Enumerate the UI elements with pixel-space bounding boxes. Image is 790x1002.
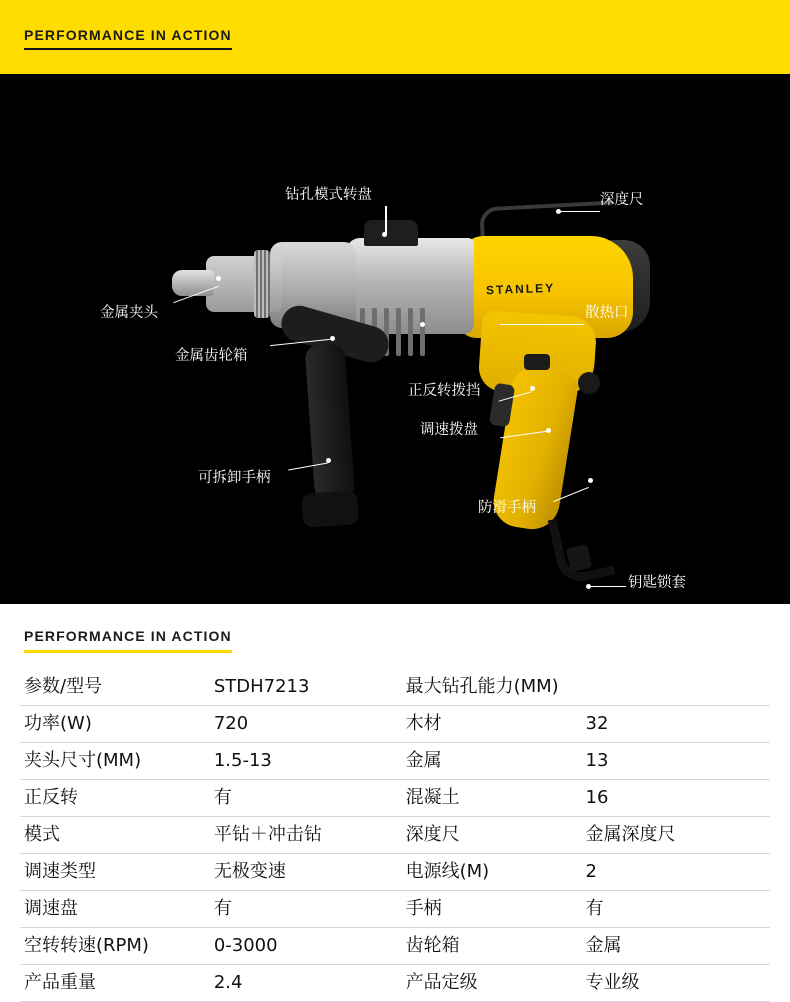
callout-label-mode-dial: 钻孔模式转盘 (285, 187, 372, 203)
chuck-nose-shape (172, 270, 214, 296)
forward-reverse-switch-shape (524, 354, 550, 370)
mode-selector-dial-shape (364, 220, 418, 246)
callout-label-speed-dial: 调速拨盘 (420, 422, 478, 438)
table-row (20, 780, 770, 817)
spec-key: 模式 (20, 817, 210, 854)
spec-value: 金属深度尺 (582, 817, 771, 854)
spec-value (582, 669, 771, 706)
callout-dot (586, 584, 591, 589)
callout-leader-line (560, 211, 600, 212)
vent-slot-icon (420, 308, 425, 356)
spec-key: 手柄 (402, 891, 582, 928)
brand-logo-on-tool: STANLEY (485, 280, 556, 298)
motor-housing-shape (346, 238, 474, 334)
callout-leader-line (385, 206, 387, 234)
callout-dot (546, 428, 551, 433)
callout-dot (330, 336, 335, 341)
spec-key: 最大钻孔能力(MM) (402, 669, 582, 706)
vent-slot-icon (396, 308, 401, 356)
callout-label-antislip-grip: 防滑手柄 (478, 500, 536, 516)
spec-value: 2.4 (210, 965, 402, 1002)
table-row (20, 891, 770, 928)
spec-value: 专业级 (582, 965, 771, 1002)
top-banner-title: PERFORMANCE IN ACTION (24, 24, 232, 50)
specification-section (0, 604, 790, 1002)
table-row (20, 743, 770, 780)
callout-label-metal-chuck: 金属夹头 (100, 305, 158, 321)
drill-illustration (150, 194, 620, 574)
top-banner (0, 0, 790, 74)
spec-value: 720 (210, 706, 402, 743)
spec-key: 混凝土 (402, 780, 582, 817)
spec-value: STDH7213 (210, 669, 402, 706)
callout-label-removable-handle: 可拆卸手柄 (198, 470, 271, 486)
table-row (20, 817, 770, 854)
spec-key: 空转转速(RPM) (20, 928, 210, 965)
spec-key: 电源线(M) (402, 854, 582, 891)
callout-dot (588, 478, 593, 483)
spec-key: 深度尺 (402, 817, 582, 854)
spec-value: 金属 (582, 928, 771, 965)
callout-dot (420, 322, 425, 327)
spec-value: 无极变速 (210, 854, 402, 891)
spec-key: 功率(W) (20, 706, 210, 743)
speed-dial-shape (578, 372, 600, 394)
spec-value: 有 (582, 891, 771, 928)
spec-value: 0-3000 (210, 928, 402, 965)
callout-label-key-holder: 钥匙锁套 (628, 575, 686, 591)
spec-key: 木材 (402, 706, 582, 743)
side-handle-grip-shape (304, 343, 355, 505)
callout-label-depth-gauge: 深度尺 (600, 192, 644, 208)
spec-value: 2 (582, 854, 771, 891)
table-row (20, 928, 770, 965)
callout-dot (530, 386, 535, 391)
spec-section-title: PERFORMANCE IN ACTION (24, 626, 232, 653)
spec-value: 16 (582, 780, 771, 817)
spec-key: 夹头尺寸(MM) (20, 743, 210, 780)
spec-value: 平钻＋冲击钻 (210, 817, 402, 854)
spec-value: 有 (210, 780, 402, 817)
spec-heading-wrap (0, 604, 790, 663)
specification-table (20, 669, 770, 1002)
table-row (20, 706, 770, 743)
callout-label-vents: 散热口 (585, 305, 629, 321)
spec-key: 正反转 (20, 780, 210, 817)
product-hero-image (0, 74, 790, 604)
callout-dot (556, 209, 561, 214)
spec-key: 参数/型号 (20, 669, 210, 706)
spec-value: 1.5-13 (210, 743, 402, 780)
callout-leader-line (590, 586, 626, 587)
table-row (20, 669, 770, 706)
table-row (20, 854, 770, 891)
spec-key: 金属 (402, 743, 582, 780)
side-handle-end-shape (301, 490, 359, 528)
spec-key: 调速盘 (20, 891, 210, 928)
chuck-shape (206, 256, 282, 312)
chuck-ring-shape (254, 250, 270, 318)
callout-dot (216, 276, 221, 281)
callout-label-metal-gearbox: 金属齿轮箱 (175, 348, 248, 364)
callout-dot (382, 232, 387, 237)
spec-key: 调速类型 (20, 854, 210, 891)
hero-inner (0, 74, 790, 604)
spec-value: 13 (582, 743, 771, 780)
spec-key: 齿轮箱 (402, 928, 582, 965)
callout-leader-line (500, 324, 584, 325)
table-row (20, 965, 770, 1002)
callout-dot (326, 458, 331, 463)
callout-label-forward-reverse: 正反转拨挡 (408, 383, 481, 399)
spec-value: 有 (210, 891, 402, 928)
spec-key: 产品重量 (20, 965, 210, 1002)
spec-key: 产品定级 (402, 965, 582, 1002)
vent-slot-icon (408, 308, 413, 356)
spec-value: 32 (582, 706, 771, 743)
